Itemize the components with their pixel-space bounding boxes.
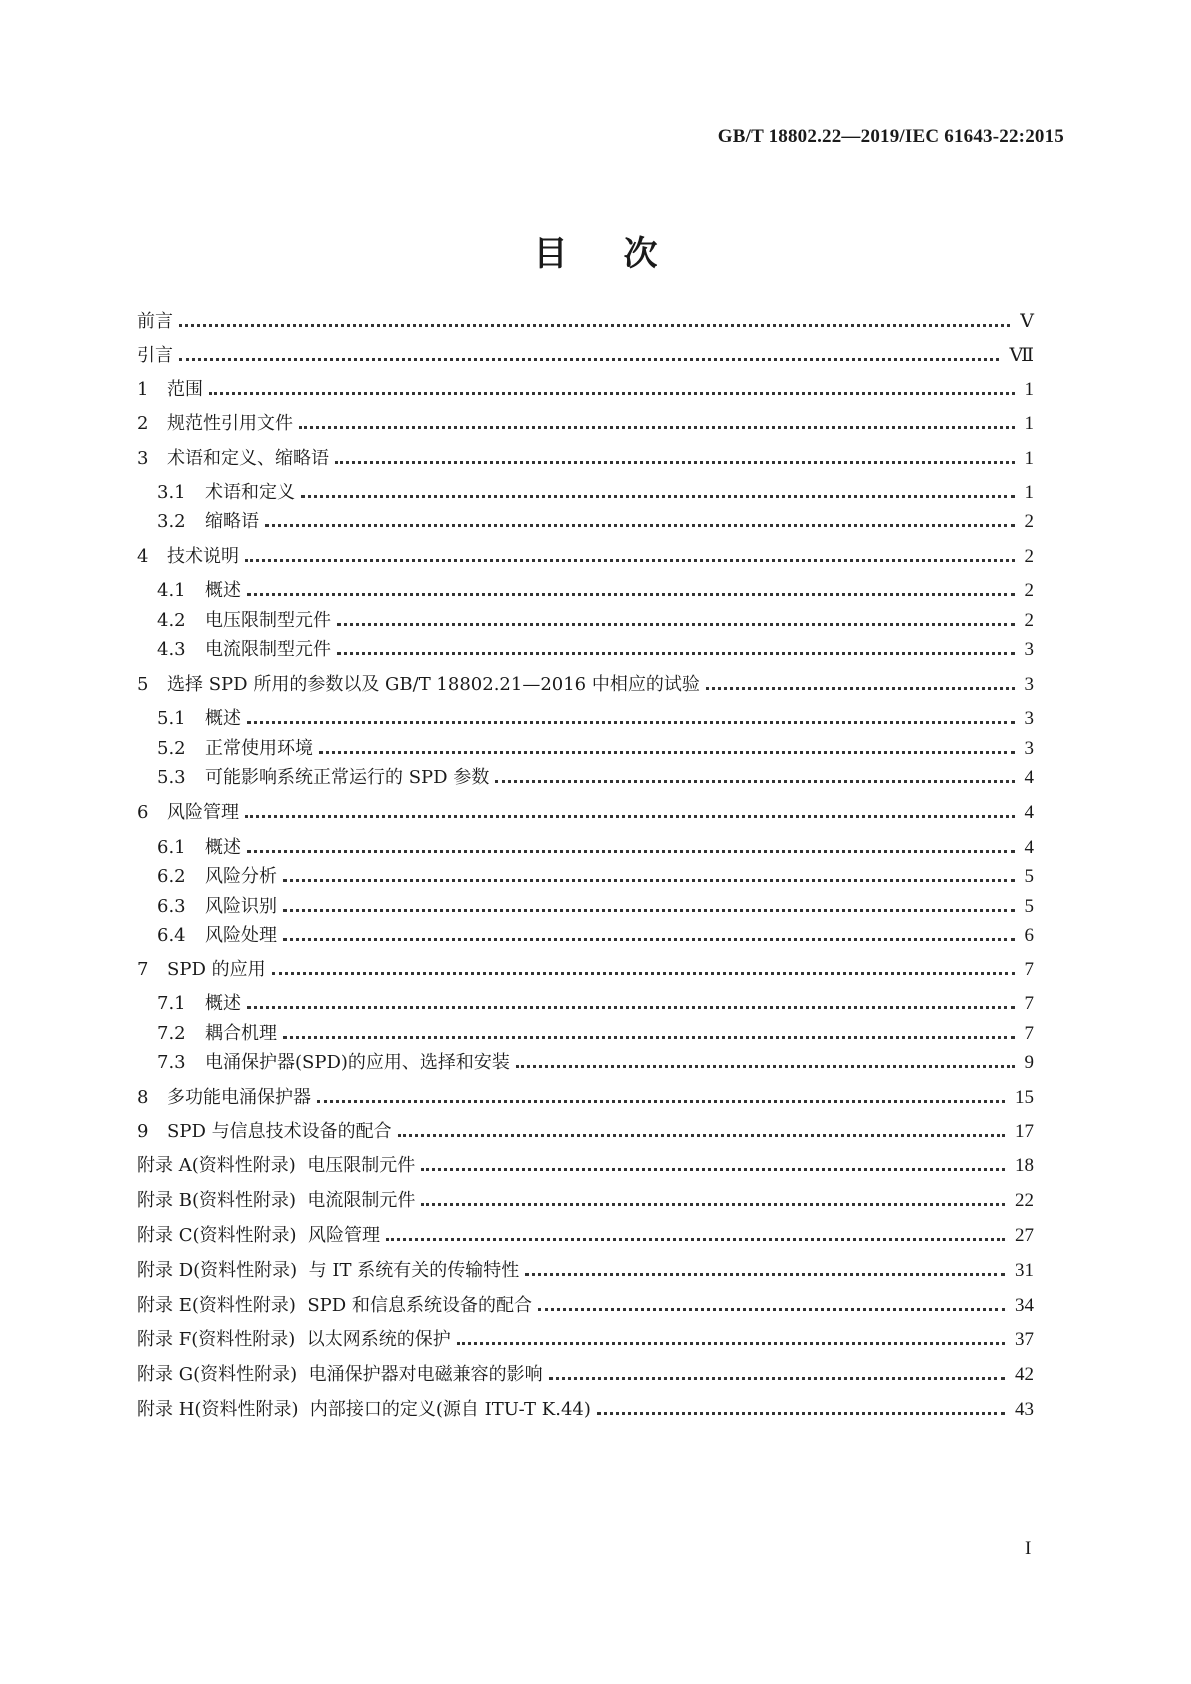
toc-dot-leader <box>538 1308 1005 1311</box>
toc-entry-page: 5 <box>1024 896 1034 917</box>
toc-dot-leader <box>299 426 1015 429</box>
toc-entry-page: 9 <box>1024 1052 1034 1073</box>
toc-entry-number: 6 <box>137 802 149 823</box>
toc-entry[interactable] <box>157 764 1034 790</box>
toc-entry-title: 技术说明 <box>167 546 239 567</box>
toc-entry-page: 1 <box>1024 448 1034 469</box>
toc-entry-page: 2 <box>1024 580 1034 601</box>
toc-entry[interactable] <box>157 1020 1034 1046</box>
toc-dot-leader <box>283 938 1015 941</box>
toc-entry[interactable] <box>137 1187 1034 1213</box>
toc-dot-leader <box>335 461 1015 464</box>
toc-entry[interactable] <box>137 1222 1034 1248</box>
toc-entry-title: 规范性引用文件 <box>167 413 293 434</box>
toc-dot-leader <box>265 524 1015 527</box>
toc-entry-title: 可能影响系统正常运行的 SPD 参数 <box>205 767 490 788</box>
toc-entry-title: 概述 <box>205 993 241 1014</box>
toc-entry[interactable] <box>157 922 1034 948</box>
toc-entry-title: SPD 与信息技术设备的配合 <box>167 1121 392 1142</box>
toc-entry-page: 3 <box>1024 738 1034 759</box>
toc-entry-title: 概述 <box>205 580 241 601</box>
toc-entry-number: 6.3 <box>157 896 186 917</box>
toc-entry-title: 选择 SPD 所用的参数以及 GB/T 18802.21—2016 中相应的试验 <box>167 674 700 695</box>
toc-dot-leader <box>549 1377 1005 1380</box>
toc-entry-page: 4 <box>1024 837 1034 858</box>
toc-entry-title: 正常使用环境 <box>205 738 313 759</box>
toc-entry-number: 4.2 <box>157 610 186 631</box>
toc-entry-title: 概述 <box>205 837 241 858</box>
toc-dot-leader <box>398 1134 1005 1137</box>
toc-entry[interactable] <box>137 1361 1034 1387</box>
toc-entry-title: 电涌保护器(SPD)的应用、选择和安装 <box>205 1052 510 1073</box>
toc-entry-page: 42 <box>1015 1364 1034 1385</box>
toc-dot-leader <box>247 593 1015 596</box>
toc-dot-leader <box>597 1412 1005 1415</box>
toc-entry-title: 范围 <box>167 379 203 400</box>
toc-entry-page: 3 <box>1024 674 1034 695</box>
toc-dot-leader <box>245 815 1015 818</box>
toc-dot-leader <box>337 623 1015 626</box>
toc-entry[interactable] <box>137 543 1034 569</box>
toc-entry-page: 1 <box>1024 413 1034 434</box>
toc-entry-title: 附录 F(资料性附录) 以太网系统的保护 <box>137 1329 451 1350</box>
toc-entry-number: 3 <box>137 448 149 469</box>
toc-entry[interactable] <box>137 956 1034 982</box>
page-number: I <box>1025 1538 1032 1559</box>
toc-entry-page: 2 <box>1024 546 1034 567</box>
toc-entry[interactable] <box>157 705 1034 731</box>
toc-entry[interactable] <box>157 577 1034 603</box>
toc-entry[interactable] <box>157 834 1034 860</box>
toc-entry-title: 术语和定义 <box>205 482 295 503</box>
toc-dot-leader <box>337 652 1015 655</box>
toc-entry-title: 附录 E(资料性附录) SPD 和信息系统设备的配合 <box>137 1295 532 1316</box>
toc-entry-page: 2 <box>1024 511 1034 532</box>
toc-entry-number: 4 <box>137 546 149 567</box>
toc-entry-title: 电流限制型元件 <box>205 639 331 660</box>
toc-entry-title: 附录 D(资料性附录) 与 IT 系统有关的传输特性 <box>137 1260 520 1281</box>
toc-dot-leader <box>272 972 1015 975</box>
toc-entry-title: 附录 C(资料性附录) 风险管理 <box>137 1225 380 1246</box>
toc-entry-number: 7.2 <box>157 1023 186 1044</box>
toc-entry[interactable] <box>137 1084 1034 1110</box>
toc-entry-title: 电压限制型元件 <box>205 610 331 631</box>
toc-entry-title: SPD 的应用 <box>167 959 266 980</box>
toc-dot-leader <box>319 751 1015 754</box>
toc-dot-leader <box>706 687 1015 690</box>
toc-entry-page: 37 <box>1015 1329 1034 1350</box>
toc-entry-page: 3 <box>1024 639 1034 660</box>
toc-entry-page: 4 <box>1024 767 1034 788</box>
toc-entry[interactable] <box>157 636 1034 662</box>
toc-entry-number: 1 <box>137 379 149 400</box>
toc-entry[interactable] <box>137 308 1034 334</box>
toc-entry-title: 附录 A(资料性附录) 电压限制元件 <box>137 1155 416 1176</box>
toc-entry-title: 术语和定义、缩略语 <box>167 448 329 469</box>
toc-entry-page: 2 <box>1024 610 1034 631</box>
toc-entry-number: 5.3 <box>157 767 186 788</box>
toc-entry[interactable] <box>137 1326 1034 1352</box>
toc-entry-page: 43 <box>1015 1399 1034 1420</box>
toc-entry-title: 概述 <box>205 708 241 729</box>
toc-entry-number: 4.1 <box>157 580 186 601</box>
toc-entry-page: 7 <box>1024 1023 1034 1044</box>
toc-entry-title: 风险识别 <box>205 896 277 917</box>
toc-entry-number: 5.2 <box>157 738 186 759</box>
toc-entry-page: 7 <box>1024 959 1034 980</box>
toc-dot-leader <box>283 879 1015 882</box>
toc-entry[interactable] <box>157 990 1034 1016</box>
toc-entry-title: 风险管理 <box>167 802 239 823</box>
toc-entry[interactable] <box>157 607 1034 633</box>
toc-entry-title: 耦合机理 <box>205 1023 277 1044</box>
toc-dot-leader <box>247 721 1015 724</box>
toc-dot-leader <box>283 1036 1015 1039</box>
toc-entry-page: 17 <box>1015 1121 1034 1142</box>
page-title: 目次 <box>533 234 714 274</box>
toc-entry[interactable] <box>157 893 1034 919</box>
toc-entry[interactable] <box>137 671 1034 697</box>
toc-entry-title: 附录 G(资料性附录) 电涌保护器对电磁兼容的影响 <box>137 1364 543 1385</box>
toc-entry-page: 1 <box>1024 379 1034 400</box>
toc-entry-title: 风险分析 <box>205 866 277 887</box>
toc-entry-number: 2 <box>137 413 149 434</box>
toc-entry-page: 31 <box>1015 1260 1034 1281</box>
document-code-header: GB/T 18802.22—2019/IEC 61643-22:2015 <box>717 126 1064 147</box>
toc-entry-number: 3.2 <box>157 511 186 532</box>
toc-dot-leader <box>247 850 1015 853</box>
toc-entry-page: 18 <box>1015 1155 1034 1176</box>
toc-entry-title: 引言 <box>137 345 173 366</box>
toc-dot-leader <box>317 1100 1005 1103</box>
toc-entry-number: 6.2 <box>157 866 186 887</box>
toc-dot-leader <box>495 780 1014 783</box>
toc-entry-title: 多功能电涌保护器 <box>167 1087 311 1108</box>
toc-entry-number: 9 <box>137 1121 149 1142</box>
toc-entry-page: 15 <box>1015 1087 1034 1108</box>
toc-entry[interactable] <box>137 1118 1034 1144</box>
toc-dot-leader <box>525 1273 1005 1276</box>
toc-entry-title: 前言 <box>137 311 173 332</box>
toc-entry[interactable] <box>137 410 1034 436</box>
toc-entry[interactable] <box>157 479 1034 505</box>
toc-entry-page: 6 <box>1024 925 1034 946</box>
toc-entry-page: 4 <box>1024 802 1034 823</box>
toc-entry[interactable] <box>137 1152 1034 1178</box>
toc-entry-number: 7.3 <box>157 1052 186 1073</box>
toc-entry[interactable] <box>157 863 1034 889</box>
toc-dot-leader <box>301 495 1015 498</box>
toc-entry[interactable] <box>157 735 1034 761</box>
toc-entry[interactable] <box>137 376 1034 402</box>
toc-dot-leader <box>179 324 1010 327</box>
toc-entry[interactable] <box>157 508 1034 534</box>
toc-entry-page: 27 <box>1015 1225 1034 1246</box>
toc-entry-page: 34 <box>1015 1295 1034 1316</box>
toc-entry[interactable] <box>137 342 1034 368</box>
toc-dot-leader <box>421 1203 1005 1206</box>
toc-entry-number: 6.4 <box>157 925 186 946</box>
toc-entry-number: 3.1 <box>157 482 186 503</box>
toc-entry-page: 1 <box>1024 482 1034 503</box>
toc-entry-page: Ⅶ <box>1009 345 1034 366</box>
toc-entry-page: 7 <box>1024 993 1034 1014</box>
toc-dot-leader <box>245 559 1015 562</box>
toc-dot-leader <box>247 1006 1015 1009</box>
toc-dot-leader <box>516 1065 1015 1068</box>
toc-entry-number: 8 <box>137 1087 149 1108</box>
toc-entry[interactable] <box>137 1257 1034 1283</box>
toc-entry-page: 3 <box>1024 708 1034 729</box>
toc-entry-title: 附录 B(资料性附录) 电流限制元件 <box>137 1190 416 1211</box>
toc-dot-leader <box>386 1238 1005 1241</box>
toc-entry-number: 5 <box>137 674 149 695</box>
toc-entry-number: 7 <box>137 959 149 980</box>
toc-dot-leader <box>209 392 1015 395</box>
toc-entry[interactable] <box>137 799 1034 825</box>
toc-entry[interactable] <box>137 1292 1034 1318</box>
toc-entry[interactable] <box>157 1049 1034 1075</box>
toc-entry[interactable] <box>137 445 1034 471</box>
toc-dot-leader <box>421 1168 1005 1171</box>
toc-entry-title: 附录 H(资料性附录) 内部接口的定义(源自 ITU-T K.44) <box>137 1399 591 1420</box>
toc-entry-page: 22 <box>1015 1190 1034 1211</box>
toc-entry-page: 5 <box>1024 866 1034 887</box>
toc-entry-number: 5.1 <box>157 708 186 729</box>
toc-entry-title: 缩略语 <box>205 511 259 532</box>
toc-entry[interactable] <box>137 1396 1034 1422</box>
toc-dot-leader <box>457 1342 1005 1345</box>
toc-entry-number: 4.3 <box>157 639 186 660</box>
toc-dot-leader <box>179 358 999 361</box>
toc-entry-number: 7.1 <box>157 993 186 1014</box>
toc-dot-leader <box>283 909 1015 912</box>
toc-entry-title: 风险处理 <box>205 925 277 946</box>
toc-entry-page: Ⅴ <box>1020 311 1034 332</box>
toc-entry-number: 6.1 <box>157 837 186 858</box>
